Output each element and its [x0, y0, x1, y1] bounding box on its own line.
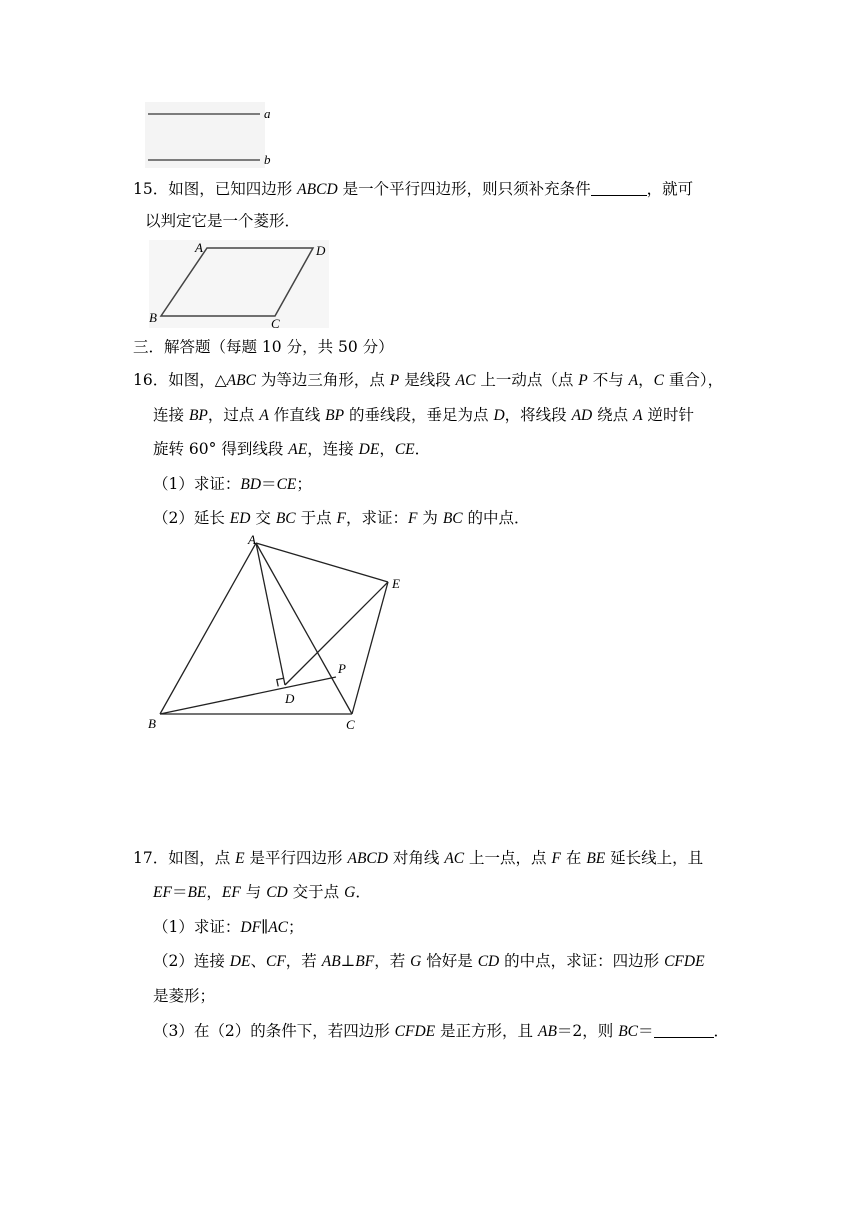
- math-variable: ABC: [226, 372, 256, 389]
- text-run: ，求证：: [345, 509, 408, 527]
- text-run: 绕点: [592, 406, 634, 424]
- math-variable: BC: [618, 1023, 639, 1040]
- math-variable: CE: [394, 441, 415, 458]
- q16-part-1: [153, 473, 312, 496]
- svg-text:C: C: [271, 316, 280, 330]
- text-run: 恰好是: [421, 952, 478, 970]
- text-run: 16．如图，△: [133, 371, 227, 389]
- math-variable: AD: [571, 407, 593, 424]
- math-variable: F: [551, 850, 561, 867]
- text-run: 是正方形，且: [435, 1022, 538, 1040]
- text-run: 作直线: [268, 406, 326, 424]
- text-run: 对角线: [387, 849, 445, 867]
- math-variable: AC: [268, 919, 289, 936]
- q16-line-2: [153, 404, 694, 427]
- svg-text:A: A: [248, 532, 256, 547]
- text-run: ＝: [638, 1022, 654, 1040]
- q16-line-3: [153, 438, 430, 461]
- text-run: （1）求证：: [153, 918, 241, 936]
- q17-line-1: [133, 847, 703, 870]
- text-run: 是平行四边形: [244, 849, 348, 867]
- math-variable: CF: [265, 953, 286, 970]
- text-run: ，: [379, 440, 395, 458]
- svg-text:P: P: [338, 661, 346, 676]
- math-variable: BE: [586, 850, 606, 867]
- text-run: 是菱形；: [153, 987, 216, 1005]
- math-variable: F: [336, 510, 346, 527]
- q17-part-3: （3）在（2）的条件下，若四边形 CFDE 是正方形，且 AB＝2，则 BC＝ ．: [153, 1022, 730, 1040]
- text-run: ；: [296, 475, 312, 493]
- text-run: ，连接: [307, 440, 359, 458]
- math-variable: CFDE: [394, 1023, 436, 1040]
- text-run: 的垂线段，垂足为点: [344, 406, 494, 424]
- triangle-figure: [140, 530, 420, 740]
- text-run: ，将线段: [504, 406, 572, 424]
- q15-line-1: 15．如图，已知四边形 ABCD 是一个平行四边形，则只须补充条件 ，就可: [133, 180, 694, 198]
- math-variable: DE: [358, 441, 380, 458]
- text-run: ，: [638, 371, 654, 389]
- text-run: 的中点，求证：四边形: [499, 952, 665, 970]
- math-variable: P: [389, 372, 400, 389]
- math-variable: CD: [477, 953, 500, 970]
- svg-text:D: D: [316, 243, 326, 258]
- text-run: 上一点，点: [464, 849, 552, 867]
- text-run: ∥: [261, 918, 269, 936]
- text-run: ，若: [285, 952, 322, 970]
- math-variable: AC: [455, 372, 476, 389]
- text-run: ，过点: [207, 406, 260, 424]
- math-variable: BC: [442, 510, 463, 527]
- text-run: 上一动点（点: [475, 371, 579, 389]
- math-variable: CD: [266, 884, 288, 901]
- q17-part-1: [153, 916, 304, 939]
- math-variable: BC: [275, 510, 296, 527]
- text-run: 连接: [153, 406, 189, 424]
- text-run: ＝: [261, 475, 277, 493]
- math-variable: C: [653, 372, 664, 389]
- math-variable: CE: [276, 476, 297, 493]
- math-variable: EF: [153, 884, 172, 901]
- text-run: 、: [250, 952, 266, 970]
- math-variable: BE: [187, 884, 207, 901]
- math-variable: ED: [229, 510, 251, 527]
- text-run: ⊥: [340, 952, 356, 970]
- math-variable: AE: [288, 441, 308, 458]
- section-3-heading: 三．解答题（每题 10 分，共 50 分）: [133, 338, 394, 356]
- text-run: 逆时针: [642, 406, 695, 424]
- text-run: 交: [250, 509, 276, 527]
- math-variable: P: [578, 372, 588, 389]
- math-variable: DE: [229, 953, 251, 970]
- q16-part-2: [153, 507, 530, 530]
- math-variable: CFDE: [664, 953, 705, 970]
- q16-line-1: [133, 369, 723, 392]
- text-run: （1）求证：: [153, 475, 241, 493]
- text-run: 是线段: [399, 371, 456, 389]
- text-run: 的中点．: [462, 509, 530, 527]
- text-run: 与: [240, 883, 267, 901]
- math-variable: BF: [355, 953, 375, 970]
- answer-blank[interactable]: [591, 179, 647, 196]
- math-variable: BD: [240, 476, 262, 493]
- text-run: ，若: [374, 952, 411, 970]
- svg-text:C: C: [346, 717, 355, 732]
- text-run: （2）延长: [153, 509, 230, 527]
- parallelogram-figure: [145, 238, 335, 330]
- math-variable: A: [259, 407, 269, 424]
- text-run: ＝: [171, 883, 188, 901]
- text-run: 为等边三角形，点: [255, 371, 390, 389]
- math-variable: G: [410, 953, 422, 970]
- text-run: ，: [206, 883, 222, 901]
- svg-text:E: E: [392, 576, 400, 591]
- text-run: ．: [414, 440, 431, 458]
- svg-text:B: B: [149, 310, 157, 325]
- svg-text:B: B: [148, 716, 156, 731]
- text-run: 交于点: [287, 883, 345, 901]
- math-variable: BP: [188, 407, 208, 424]
- text-run: ＝2，则: [556, 1022, 619, 1040]
- math-variable: A: [633, 407, 643, 424]
- text-run: 于点: [295, 509, 337, 527]
- math-variable: AB: [321, 953, 341, 970]
- math-variable: ABCD: [347, 850, 388, 867]
- answer-blank[interactable]: [654, 1021, 714, 1038]
- text-run: 在: [560, 849, 587, 867]
- q17-line-2: [153, 881, 371, 904]
- text-run: （2）连接: [153, 952, 230, 970]
- text-run: ；: [288, 918, 304, 936]
- line-label-b: b: [264, 152, 271, 167]
- math-variable: DF: [240, 919, 262, 936]
- math-variable: E: [235, 850, 245, 867]
- line-label-a: a: [264, 106, 271, 121]
- svg-text:A: A: [195, 240, 203, 255]
- math-variable: AC: [444, 850, 465, 867]
- math-variable: AB: [537, 1023, 557, 1040]
- math-variable: G: [344, 884, 356, 901]
- math-variable: BP: [325, 407, 345, 424]
- parallel-lines-figure: [140, 100, 290, 170]
- q17-part-2a: [153, 950, 705, 973]
- text-run: （3）在（2）的条件下，若四边形: [153, 1022, 395, 1040]
- text-run: 延长线上，且: [605, 849, 704, 867]
- q17-part-2b: [153, 985, 215, 1007]
- text-run: ．: [355, 883, 371, 901]
- math-variable: D: [493, 407, 505, 424]
- svg-text:D: D: [285, 691, 295, 706]
- math-variable: F: [407, 510, 418, 527]
- text-run: 旋转 60° 得到线段: [153, 440, 289, 458]
- text-run: 不与: [587, 371, 629, 389]
- math-variable: EF: [221, 884, 241, 901]
- text-run: 17．如图，点: [133, 849, 236, 867]
- math-variable: A: [628, 372, 639, 389]
- text-run: 为: [417, 509, 443, 527]
- q15-line-2: 以判定它是一个菱形．: [145, 212, 301, 230]
- text-run: 重合），: [663, 371, 724, 389]
